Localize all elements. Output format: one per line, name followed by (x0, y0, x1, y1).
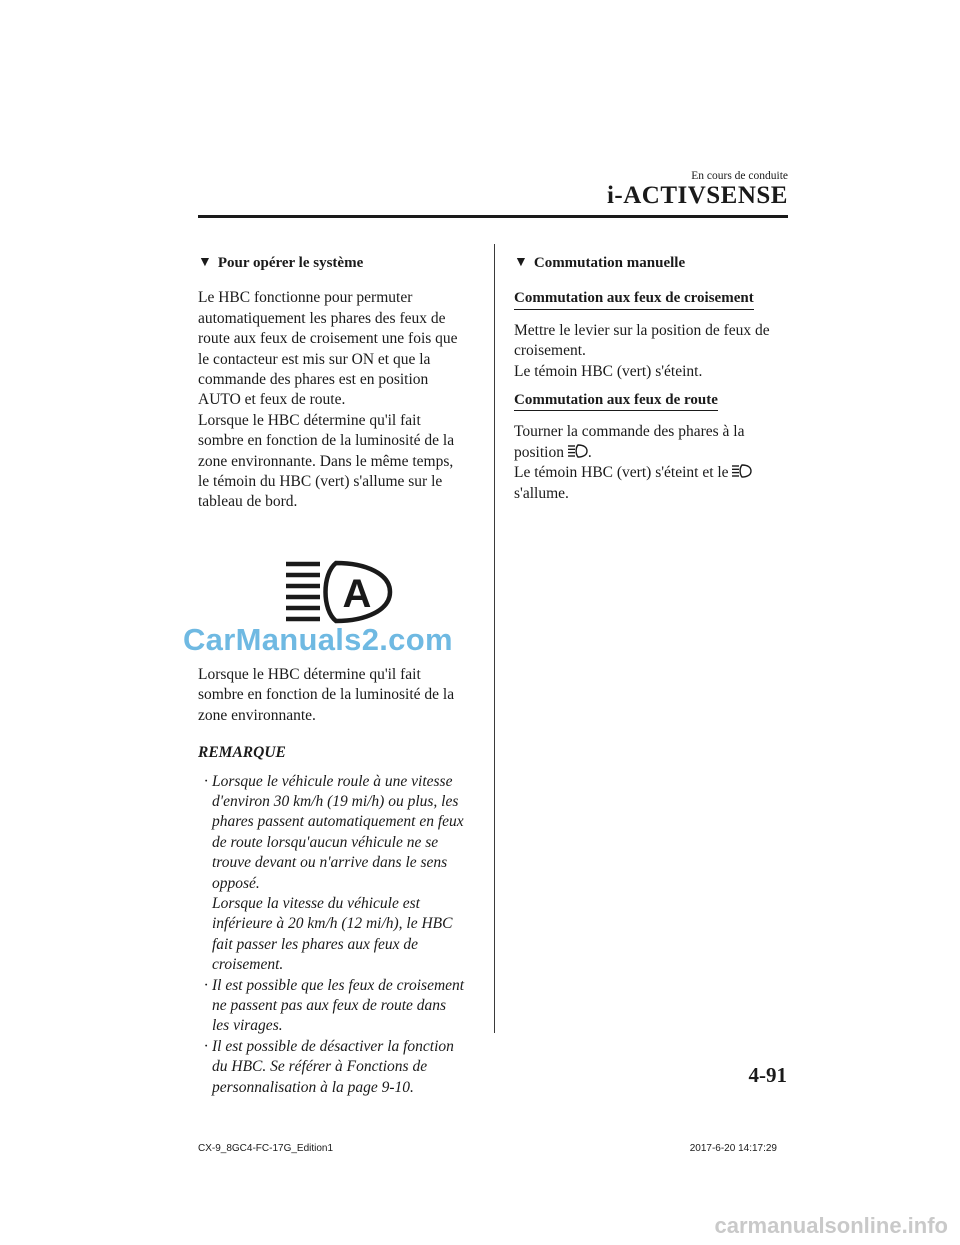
text-line: croisement. (212, 956, 284, 974)
text-line: Lorsque le HBC détermine qu'il fait (198, 665, 421, 683)
footer-timestamp: 2017-6-20 14:17:29 (689, 1143, 777, 1154)
text-line: sombre en fonction de la luminosité de la (198, 686, 455, 704)
high-beam-paragraph (514, 422, 789, 504)
heading-text: Pour opérer le système (217, 255, 364, 271)
section-heading-manual (514, 253, 789, 273)
text-line: tableau de bord. (198, 493, 298, 511)
low-beam-paragraph (514, 321, 789, 382)
site-watermark: carmanualsonline.info (714, 1213, 948, 1238)
text-line: AUTO et feux de route. (198, 391, 346, 409)
subheading-low-beam: Commutation aux feux de croisement (514, 288, 754, 309)
text-line: Tourner la commande des phares à la (514, 423, 745, 441)
text-fragment: position (514, 443, 568, 461)
text-line: zone environnante. Dans le même temps, (198, 452, 454, 470)
bullet-dot-icon: · (204, 976, 208, 994)
text-fragment: . (587, 443, 592, 461)
triangle-marker-icon: ▼ (514, 255, 528, 270)
text-line (514, 463, 789, 483)
subheading-high-beam: Commutation aux feux de route (514, 390, 718, 411)
watermark: CarManuals2.com (183, 622, 453, 657)
intro-paragraph (198, 288, 482, 512)
remark-item (198, 1037, 482, 1098)
section-title: i-ACTIVSENSE (606, 182, 788, 209)
text-line: du HBC. Se référer à Fonctions de (212, 1058, 428, 1076)
footer-document-id: CX-9_8GC4-FC-17G_Edition1 (198, 1143, 334, 1154)
text-line: commande des phares est en position (198, 371, 429, 389)
text-line: le contacteur est mis sur ON et que la (198, 350, 431, 368)
triangle-marker-icon: ▼ (198, 255, 212, 270)
page-number: 4-91 (748, 1063, 787, 1087)
remark-item (198, 772, 482, 976)
bullet-dot-icon: · (204, 772, 208, 790)
text-line: trouve devant ou n'arrive dans le sens (212, 854, 448, 872)
svg-text:A: A (342, 571, 372, 616)
bullet-dot-icon: · (204, 1037, 208, 1055)
text-line: inférieure à 20 km/h (12 mi/h), le HBC (212, 915, 453, 933)
right-column (514, 253, 789, 504)
high-beam-icon (568, 444, 588, 458)
text-line: automatiquement les phares des feux de (198, 309, 446, 327)
text-line: d'environ 30 km/h (19 mi/h) ou plus, les (212, 792, 459, 810)
text-line: le témoin du HBC (vert) s'allume sur le (198, 473, 443, 491)
remark-item (198, 976, 482, 1037)
text-line: Mettre le levier sur la position de feux de (514, 321, 770, 339)
text-line: s'allume. (514, 484, 569, 502)
text-line: sombre en fonction de la luminosité de la (198, 432, 455, 450)
text-line: de route lorsqu'aucun véhicule ne se (212, 833, 439, 851)
text-line: Il est possible de désactiver la fonction (212, 1037, 454, 1055)
header-rule (198, 215, 788, 218)
text-line: les virages. (212, 1017, 283, 1035)
text-line: personnalisation à la page 9-10. (212, 1078, 414, 1096)
text-line (514, 443, 789, 463)
text-line: phares passent automatiquement en feux (212, 813, 464, 831)
section-heading-operate (198, 253, 482, 273)
text-line: ne passent pas aux feux de route dans (212, 996, 447, 1014)
icon-caption-paragraph (198, 665, 482, 726)
text-line: croisement. (514, 342, 586, 360)
text-line: opposé. (212, 874, 260, 892)
left-column (198, 253, 482, 1098)
text-line: Il est possible que les feux de croisement (212, 976, 465, 994)
text-line: route aux feux de croisement une fois que (198, 330, 458, 348)
text-line: zone environnante. (198, 706, 316, 724)
text-line: Le HBC fonctionne pour permuter (198, 289, 413, 307)
auto-high-beam-indicator-icon (284, 560, 396, 624)
column-divider (494, 244, 495, 1033)
text-line: Lorsque le véhicule roule à une vitesse (212, 772, 453, 790)
high-beam-icon (732, 464, 752, 478)
text-fragment: Le témoin HBC (vert) s'éteint et le (514, 464, 733, 482)
chapter-title: En cours de conduite (691, 170, 788, 182)
text-line: fait passer les phares aux feux de (212, 935, 419, 953)
text-line: Lorsque le HBC détermine qu'il fait (198, 411, 421, 429)
text-line: Lorsque la vitesse du véhicule est (212, 894, 420, 912)
heading-text: Commutation manuelle (533, 255, 686, 271)
text-line: Le témoin HBC (vert) s'éteint. (514, 362, 703, 380)
remark-title: REMARQUE (198, 744, 286, 762)
